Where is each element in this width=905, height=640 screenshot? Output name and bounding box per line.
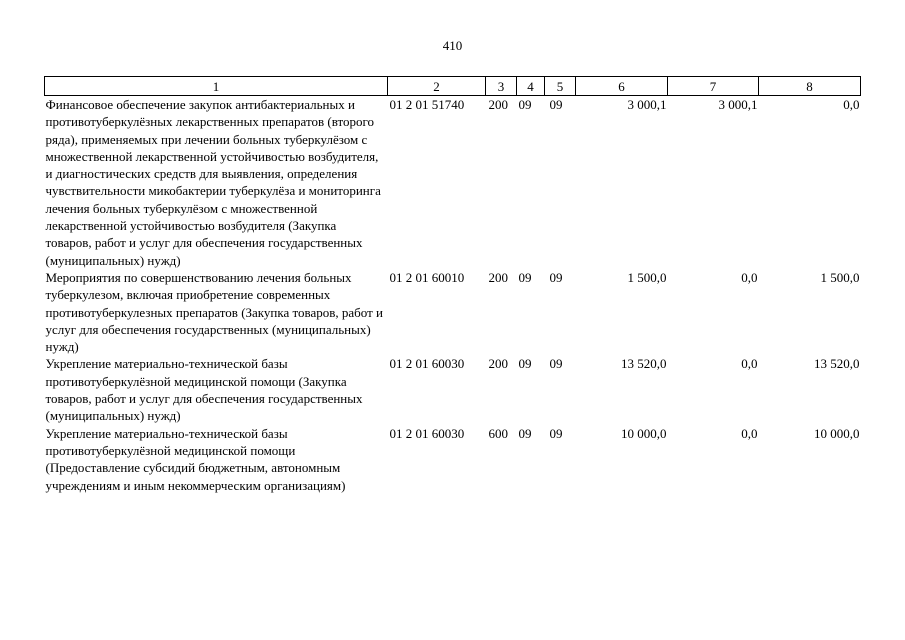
header-col-3: 3 xyxy=(486,77,517,96)
row-section: 09 xyxy=(518,425,532,441)
row-subsection: 09 xyxy=(549,97,563,112)
header-col-6: 6 xyxy=(576,77,668,96)
row-amount-col7: 0,0 xyxy=(741,425,758,441)
row-expense-type: 200 xyxy=(488,356,508,372)
row-section: 09 xyxy=(518,356,532,372)
row-subsection: 09 xyxy=(549,269,563,285)
budget-table xyxy=(44,76,861,494)
row-expense-type: 200 xyxy=(488,269,508,285)
row-section: 09 xyxy=(518,97,532,112)
row-amount-col6: 3 000,1 xyxy=(627,97,667,112)
row-description: Укрепление материально-технической базы противотуберкулёзной медицинской помощи (Предоставление субсидий бюджетным, автономным учреждениям и иным некоммерческим организациям) xyxy=(45,425,346,493)
table-header xyxy=(45,77,861,96)
table-row xyxy=(45,355,861,424)
page-number: 410 xyxy=(442,38,463,53)
row-target-code: 01 2 01 51740 xyxy=(389,97,465,112)
table-row xyxy=(45,425,861,494)
row-expense-type: 200 xyxy=(488,97,508,112)
row-amount-col6: 1 500,0 xyxy=(627,269,667,285)
table-row xyxy=(45,269,861,355)
header-row xyxy=(45,77,861,96)
row-subsection: 09 xyxy=(549,356,563,372)
header-col-7: 7 xyxy=(668,77,759,96)
row-amount-col8: 1 500,0 xyxy=(820,269,860,285)
row-expense-type: 600 xyxy=(488,425,508,441)
row-description: Финансовое обеспечение закупок антибактериальных и противотуберкулёзных лекарственных препаратов (второго ряда), применяемых при лечении больных туберкулёзом с множественной лекарственной устойчивостью возбудителя, и диагностических средств для выявления, определения чувствительности микобактерии туберкулёза и мониторинга лечения больных туберкулёзом с множественной лекарственной устойчивостью возбудителя (Закупка товаров, работ и услуг для обеспечения государственных (муниципальных) нужд) xyxy=(45,97,381,268)
row-amount-col8: 0,0 xyxy=(843,97,860,112)
row-description: Мероприятия по совершенствованию лечения больных туберкулезом, включая приобретение современных противотуберкулезных препаратов (Закупка товаров, работ и услуг для обеспечения государственных (муниципальных) нужд) xyxy=(45,269,384,355)
row-subsection: 09 xyxy=(549,425,563,441)
row-amount-col8: 10 000,0 xyxy=(814,425,860,441)
row-amount-col6: 10 000,0 xyxy=(621,425,667,441)
header-col-5: 5 xyxy=(545,77,576,96)
row-description: Укрепление материально-технической базы противотуберкулёзной медицинской помощи (Закупка товаров, работ и услуг для обеспечения государственных (муниципальных) нужд) xyxy=(45,356,363,424)
row-amount-col7: 0,0 xyxy=(741,356,758,372)
table-body xyxy=(45,96,861,494)
header-col-4: 4 xyxy=(517,77,545,96)
row-amount-col7: 0,0 xyxy=(741,269,758,285)
row-amount-col6: 13 520,0 xyxy=(621,356,667,372)
row-amount-col8: 13 520,0 xyxy=(814,356,860,372)
header-col-2: 2 xyxy=(388,77,486,96)
header-col-1: 1 xyxy=(45,77,388,96)
row-target-code: 01 2 01 60030 xyxy=(389,425,465,441)
row-target-code: 01 2 01 60010 xyxy=(389,269,465,285)
row-section: 09 xyxy=(518,269,532,285)
header-col-8: 8 xyxy=(759,77,861,96)
table-row xyxy=(45,96,861,269)
row-target-code: 01 2 01 60030 xyxy=(389,356,465,372)
row-amount-col7: 3 000,1 xyxy=(718,97,758,112)
